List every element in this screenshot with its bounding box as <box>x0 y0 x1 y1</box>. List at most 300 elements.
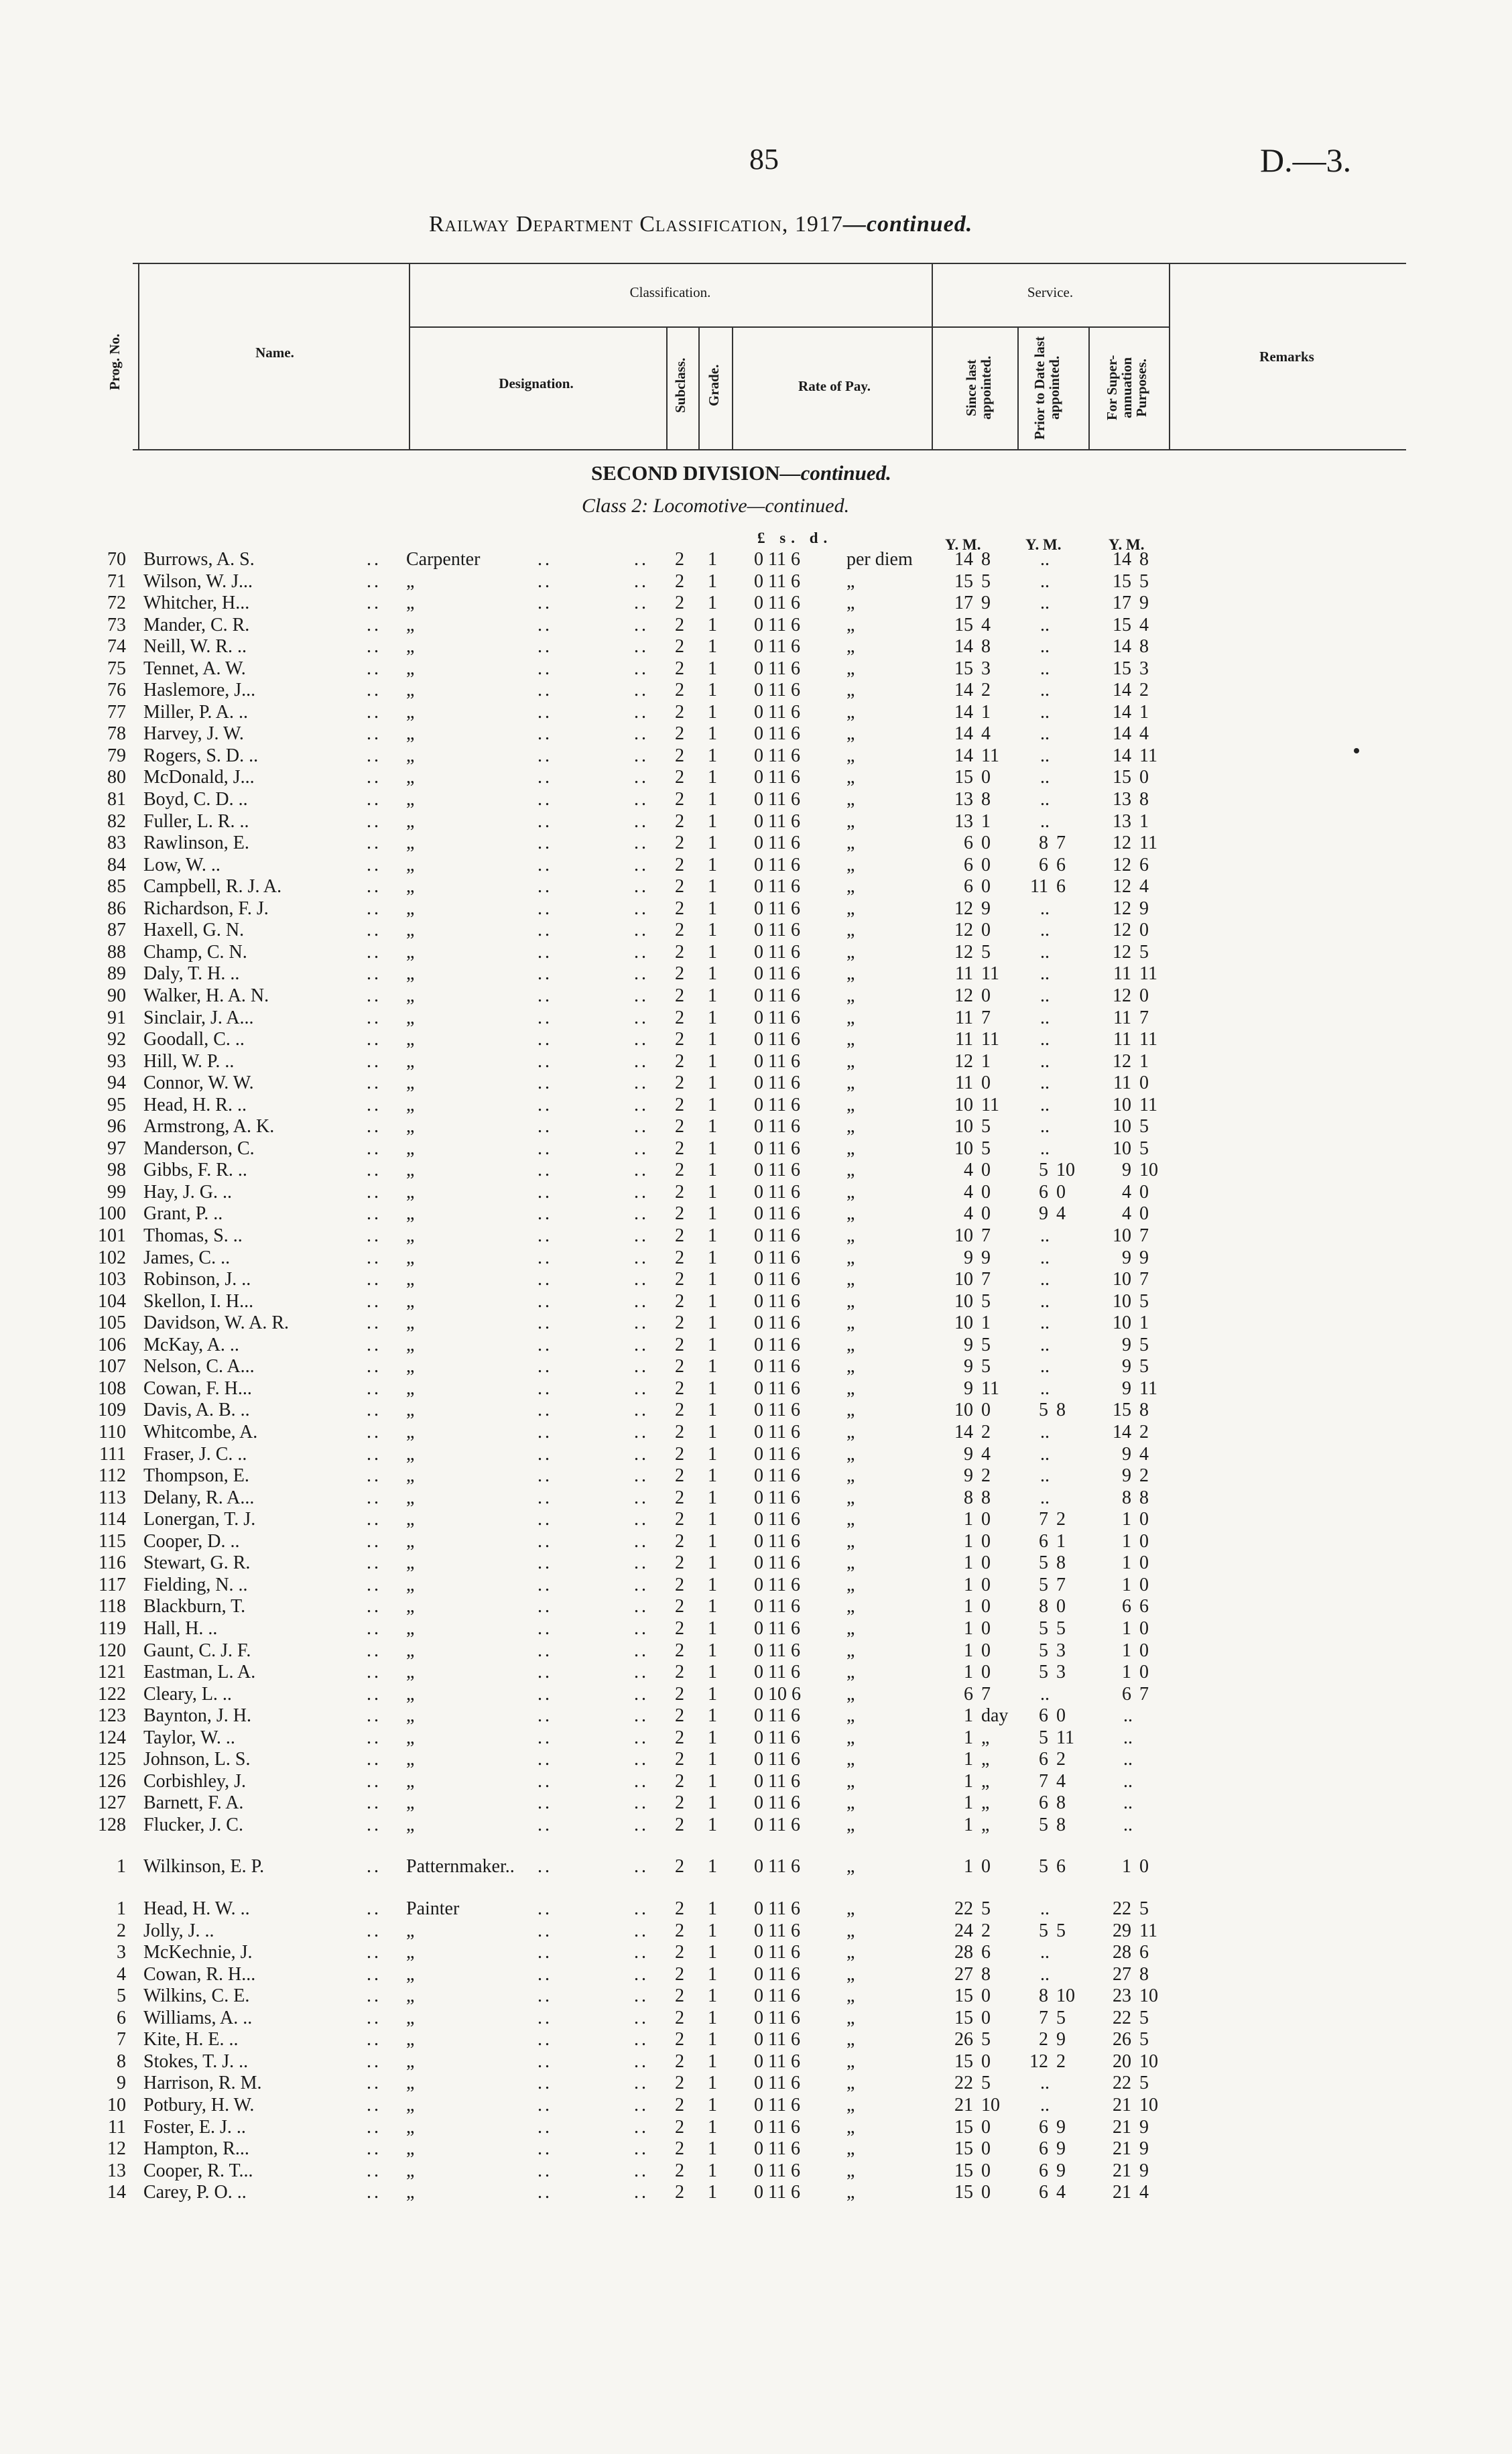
designation: Carpenter <box>406 549 481 570</box>
grade: 1 <box>708 1182 717 1203</box>
staff-name: Harvey, J. W. <box>143 723 244 744</box>
grade: 1 <box>708 1920 717 1941</box>
leader-dots: .. <box>538 1095 552 1115</box>
grade: 1 <box>708 1291 717 1312</box>
prog-no: 95 <box>107 1095 126 1115</box>
designation: „ <box>406 1509 415 1530</box>
leader-dots: .. <box>367 2095 381 2115</box>
leader-dots: .. <box>367 636 381 657</box>
leader-dots: .. <box>634 1269 649 1290</box>
pay-period: „ <box>846 1072 855 1093</box>
staff-name: Cleary, L. .. <box>143 1684 232 1705</box>
header-name: Name. <box>255 345 294 361</box>
rate-of-pay: 0 11 6 <box>754 1596 800 1617</box>
grade: 1 <box>708 1356 717 1377</box>
staff-name: Mander, C. R. <box>143 615 250 635</box>
subclass: 2 <box>675 1596 684 1617</box>
leader-dots: .. <box>538 1705 552 1726</box>
leader-dots: .. <box>634 1640 649 1661</box>
rate-of-pay: 0 11 6 <box>754 1051 800 1072</box>
pay-period: „ <box>846 1247 855 1268</box>
pay-period: „ <box>846 942 855 963</box>
staff-name: Sinclair, J. A... <box>143 1007 254 1028</box>
leader-dots: .. <box>634 571 649 592</box>
staff-name: Boyd, C. D. .. <box>143 789 248 810</box>
rate-of-pay: 0 11 6 <box>754 1007 800 1028</box>
rate-of-pay: 0 11 6 <box>754 1792 800 1813</box>
grade: 1 <box>708 1964 717 1985</box>
leader-dots: .. <box>538 985 552 1006</box>
leader-dots: .. <box>538 1400 552 1420</box>
grade: 1 <box>708 549 717 570</box>
leader-dots: .. <box>367 1247 381 1268</box>
prog-no: 80 <box>107 767 126 788</box>
subclass: 2 <box>675 1116 684 1137</box>
staff-name: Barnett, F. A. <box>143 1792 244 1813</box>
grade: 1 <box>708 1422 717 1443</box>
col-rule-1 <box>138 263 139 449</box>
prog-no: 101 <box>98 1225 126 1246</box>
subclass: 2 <box>675 1815 684 1835</box>
designation: „ <box>406 1138 415 1159</box>
rate-of-pay: 0 11 6 <box>754 767 800 788</box>
designation: „ <box>406 1815 415 1835</box>
grade: 1 <box>708 898 717 919</box>
pay-period: „ <box>846 898 855 919</box>
rate-of-pay: 0 11 6 <box>754 1964 800 1985</box>
subclass: 2 <box>675 745 684 766</box>
leader-dots: .. <box>367 1487 381 1508</box>
pay-period: „ <box>846 789 855 810</box>
leader-dots: .. <box>367 1007 381 1028</box>
pay-period: „ <box>846 1771 855 1792</box>
prog-no: 118 <box>99 1596 126 1617</box>
designation: „ <box>406 1291 415 1312</box>
grade: 1 <box>708 571 717 592</box>
staff-name: McDonald, J... <box>143 767 255 788</box>
leader-dots: .. <box>538 745 552 766</box>
rate-of-pay: 0 11 6 <box>754 833 800 853</box>
prog-no: 13 <box>107 2160 126 2181</box>
staff-name: Davis, A. B. .. <box>143 1400 250 1420</box>
subclass: 2 <box>675 1051 684 1072</box>
staff-name: Stokes, T. J. .. <box>143 2051 249 2072</box>
prog-no: 92 <box>107 1029 126 1050</box>
designation: „ <box>406 1662 415 1682</box>
leader-dots: .. <box>367 833 381 853</box>
leader-dots: .. <box>538 920 552 940</box>
leader-dots: .. <box>538 549 552 570</box>
leader-dots: .. <box>634 963 649 984</box>
prog-no: 108 <box>98 1378 126 1399</box>
leader-dots: .. <box>538 767 552 788</box>
prog-no: 100 <box>98 1203 126 1224</box>
prog-no: 74 <box>107 636 126 657</box>
pay-period: „ <box>846 1400 855 1420</box>
pay-period: „ <box>846 1182 855 1203</box>
rate-of-pay: 0 11 6 <box>754 1618 800 1639</box>
header-subclass: Subclass. <box>672 357 688 414</box>
leader-dots: .. <box>634 942 649 963</box>
section-continued: —continued. <box>779 461 891 485</box>
grade: 1 <box>708 985 717 1006</box>
subclass: 2 <box>675 1792 684 1813</box>
prog-no: 105 <box>98 1312 126 1333</box>
staff-name: Robinson, J. .. <box>143 1269 251 1290</box>
staff-name: Davidson, W. A. R. <box>143 1312 290 1333</box>
rate-of-pay: 0 11 6 <box>754 1771 800 1792</box>
leader-dots: .. <box>634 1160 649 1180</box>
leader-dots: .. <box>538 2029 552 2050</box>
leader-dots: .. <box>538 1898 552 1919</box>
staff-name: Hay, J. G. .. <box>143 1182 232 1203</box>
prog-no: 112 <box>99 1465 126 1486</box>
rate-of-pay: 0 11 6 <box>754 963 800 984</box>
subclass: 2 <box>675 1898 684 1919</box>
prog-no: 70 <box>107 549 126 570</box>
subclass: 2 <box>675 1509 684 1530</box>
pay-period: „ <box>846 1942 855 1963</box>
leader-dots: .. <box>634 1335 649 1355</box>
grade: 1 <box>708 1792 717 1813</box>
subclass: 2 <box>675 615 684 635</box>
rate-of-pay: 0 11 6 <box>754 2160 800 2181</box>
pay-period: „ <box>846 2051 855 2072</box>
subclass: 2 <box>675 1072 684 1093</box>
leader-dots: .. <box>538 1160 552 1180</box>
designation: „ <box>406 1051 415 1072</box>
pay-period: „ <box>846 1727 855 1748</box>
prog-no: 71 <box>107 571 126 592</box>
grade: 1 <box>708 615 717 635</box>
leader-dots: .. <box>538 898 552 919</box>
leader-dots: .. <box>367 1596 381 1617</box>
leader-dots: .. <box>634 1138 649 1159</box>
leader-dots: .. <box>634 2138 649 2159</box>
grade: 1 <box>708 1007 717 1028</box>
leader-dots: .. <box>538 2051 552 2072</box>
prog-no: 93 <box>107 1051 126 1072</box>
subclass: 2 <box>675 1269 684 1290</box>
subclass: 2 <box>675 571 684 592</box>
prog-no: 89 <box>107 963 126 984</box>
leader-dots: .. <box>367 1312 381 1333</box>
subclass: 2 <box>675 2160 684 2181</box>
pay-period: „ <box>846 1596 855 1617</box>
leader-dots: .. <box>367 1095 381 1115</box>
pay-period: „ <box>846 1920 855 1941</box>
staff-name: Taylor, W. .. <box>143 1727 235 1748</box>
pay-period: „ <box>846 811 855 832</box>
leader-dots: .. <box>538 1771 552 1792</box>
leader-dots: .. <box>538 1203 552 1224</box>
subclass: 2 <box>675 636 684 657</box>
rate-of-pay: 0 11 6 <box>754 1705 800 1726</box>
subclass: 2 <box>675 1291 684 1312</box>
designation: „ <box>406 1029 415 1050</box>
staff-name: Hill, W. P. .. <box>143 1051 235 1072</box>
pay-period: „ <box>846 1856 855 1877</box>
designation: „ <box>406 942 415 963</box>
leader-dots: .. <box>367 1400 381 1420</box>
staff-name: Neill, W. R. .. <box>143 636 247 657</box>
designation: „ <box>406 985 415 1006</box>
leader-dots: .. <box>634 1444 649 1465</box>
leader-dots: .. <box>367 920 381 940</box>
pay-period: „ <box>846 2095 855 2115</box>
prog-no: 77 <box>107 702 126 723</box>
leader-dots: .. <box>367 1356 381 1377</box>
pay-period: „ <box>846 963 855 984</box>
header-bottom-rule <box>133 449 1406 450</box>
staff-name: Nelson, C. A... <box>143 1356 255 1377</box>
leader-dots: .. <box>367 2160 381 2181</box>
rate-of-pay: 0 11 6 <box>754 1465 800 1486</box>
leader-dots: .. <box>367 985 381 1006</box>
staff-name: Stewart, G. R. <box>143 1552 251 1573</box>
grade: 1 <box>708 1487 717 1508</box>
grade: 1 <box>708 876 717 897</box>
prog-no: 125 <box>98 1749 126 1770</box>
leader-dots: .. <box>367 1985 381 2006</box>
leader-dots: .. <box>634 1203 649 1224</box>
prog-no: 106 <box>98 1335 126 1355</box>
header-prior-to-date: Prior to Date last appointed. <box>1031 336 1063 440</box>
designation: „ <box>406 789 415 810</box>
leader-dots: .. <box>367 1225 381 1246</box>
leader-dots: .. <box>367 767 381 788</box>
leader-dots: .. <box>634 1985 649 2006</box>
pay-period: „ <box>846 1356 855 1377</box>
leader-dots: .. <box>538 702 552 723</box>
pay-period: „ <box>846 1964 855 1985</box>
section-subtitle <box>582 495 849 517</box>
designation: „ <box>406 1225 415 1246</box>
grade: 1 <box>708 702 717 723</box>
leader-dots: .. <box>634 1356 649 1377</box>
designation: „ <box>406 615 415 635</box>
prog-no: 128 <box>98 1815 126 1835</box>
leader-dots: .. <box>367 549 381 570</box>
pay-period: „ <box>846 1269 855 1290</box>
rate-of-pay: 0 11 6 <box>754 1985 800 2006</box>
leader-dots: .. <box>367 1378 381 1399</box>
prog-no: 102 <box>98 1247 126 1268</box>
leader-dots: .. <box>367 745 381 766</box>
staff-name: Whitcher, H... <box>143 593 250 613</box>
pay-period: „ <box>846 680 855 700</box>
rate-of-pay: 0 11 6 <box>754 855 800 875</box>
staff-name: Thomas, S. .. <box>143 1225 243 1246</box>
prog-no: 1 <box>117 1856 126 1877</box>
prog-no: 113 <box>99 1487 126 1508</box>
leader-dots: .. <box>538 2073 552 2093</box>
leader-dots: .. <box>367 2182 381 2203</box>
leader-dots: .. <box>367 1684 381 1705</box>
grade: 1 <box>708 2073 717 2093</box>
pay-period: „ <box>846 985 855 1006</box>
leader-dots: .. <box>634 1029 649 1050</box>
leader-dots: .. <box>538 1247 552 1268</box>
subclass: 2 <box>675 2095 684 2115</box>
grade: 1 <box>708 1160 717 1180</box>
leader-dots: .. <box>367 2138 381 2159</box>
prog-no: 3 <box>117 1942 126 1963</box>
header-mid-rule <box>409 326 1170 328</box>
rate-of-pay: 0 11 6 <box>754 1400 800 1420</box>
pay-period: „ <box>846 1705 855 1726</box>
pay-period: „ <box>846 702 855 723</box>
leader-dots: .. <box>634 658 649 679</box>
leader-dots: .. <box>538 1749 552 1770</box>
designation: „ <box>406 702 415 723</box>
leader-dots: .. <box>538 1552 552 1573</box>
grade: 1 <box>708 1203 717 1224</box>
pay-period: „ <box>846 1335 855 1355</box>
grade: 1 <box>708 1898 717 1919</box>
designation: „ <box>406 1487 415 1508</box>
designation: „ <box>406 1335 415 1355</box>
designation: „ <box>406 1160 415 1180</box>
rate-of-pay: 0 11 6 <box>754 1856 800 1877</box>
leader-dots: .. <box>538 593 552 613</box>
staff-name: Cowan, F. H... <box>143 1378 252 1399</box>
designation: „ <box>406 1749 415 1770</box>
leader-dots: .. <box>634 1247 649 1268</box>
grade: 1 <box>708 745 717 766</box>
unit-for-super: Y. M. <box>1109 536 1145 553</box>
class-line: Class 2: Locomotive—continued. <box>582 495 850 517</box>
pay-period: „ <box>846 1291 855 1312</box>
subclass: 2 <box>675 2138 684 2159</box>
pay-period: „ <box>846 1531 855 1552</box>
leader-dots: .. <box>367 1640 381 1661</box>
rate-of-pay: 0 11 6 <box>754 2029 800 2050</box>
designation: „ <box>406 745 415 766</box>
designation: „ <box>406 1203 415 1224</box>
subclass: 2 <box>675 1640 684 1661</box>
rate-of-pay: 0 11 6 <box>754 898 800 919</box>
subclass: 2 <box>675 1771 684 1792</box>
prog-no: 123 <box>98 1705 126 1726</box>
leader-dots: .. <box>634 1422 649 1443</box>
pay-period: „ <box>846 2008 855 2028</box>
leader-dots: .. <box>367 2029 381 2050</box>
leader-dots: .. <box>367 1552 381 1573</box>
grade: 1 <box>708 1095 717 1115</box>
subclass: 2 <box>675 2008 684 2028</box>
grade: 1 <box>708 855 717 875</box>
leader-dots: .. <box>634 1727 649 1748</box>
pay-period: „ <box>846 833 855 853</box>
prog-no: 103 <box>98 1269 126 1290</box>
leader-dots: .. <box>538 1596 552 1617</box>
rate-of-pay: 0 11 6 <box>754 2073 800 2093</box>
pay-period: „ <box>846 1203 855 1224</box>
pay-period: „ <box>846 1509 855 1530</box>
subclass: 2 <box>675 702 684 723</box>
margin-mark <box>1354 748 1359 753</box>
leader-dots: .. <box>634 1095 649 1115</box>
subclass: 2 <box>675 789 684 810</box>
designation: „ <box>406 1640 415 1661</box>
leader-dots: .. <box>538 876 552 897</box>
leader-dots: .. <box>538 2008 552 2028</box>
grade: 1 <box>708 593 717 613</box>
subclass: 2 <box>675 2051 684 2072</box>
leader-dots: .. <box>538 1684 552 1705</box>
grade: 1 <box>708 1640 717 1661</box>
designation: „ <box>406 855 415 875</box>
rate-of-pay: 0 11 6 <box>754 1312 800 1333</box>
unit-since-last: Y. M. <box>945 536 981 553</box>
designation: „ <box>406 2051 415 2072</box>
pay-period: „ <box>846 1684 855 1705</box>
rate-of-pay: 0 11 6 <box>754 2138 800 2159</box>
staff-name: Daly, T. H. .. <box>143 963 240 984</box>
grade: 1 <box>708 1749 717 1770</box>
pay-period: per diem <box>846 549 913 570</box>
grade: 1 <box>708 1705 717 1726</box>
subclass: 2 <box>675 1465 684 1486</box>
grade: 1 <box>708 723 717 744</box>
subclass: 2 <box>675 1942 684 1963</box>
leader-dots: .. <box>367 723 381 744</box>
designation: „ <box>406 2029 415 2050</box>
leader-dots: .. <box>538 2138 552 2159</box>
header-grade: Grade. <box>706 364 722 407</box>
subclass: 2 <box>675 855 684 875</box>
leader-dots: .. <box>634 2008 649 2028</box>
col-rule-9 <box>1169 263 1170 449</box>
leader-dots: .. <box>367 1051 381 1072</box>
page-title <box>429 212 972 237</box>
grade: 1 <box>708 2051 717 2072</box>
rate-of-pay: 0 11 6 <box>754 1920 800 1941</box>
rate-of-pay: 0 11 6 <box>754 1815 800 1835</box>
leader-dots: .. <box>634 1684 649 1705</box>
leader-dots: .. <box>538 1182 552 1203</box>
leader-dots: .. <box>367 1662 381 1682</box>
leader-dots: .. <box>367 1029 381 1050</box>
page-number: 85 <box>749 143 779 176</box>
leader-dots: .. <box>367 1072 381 1093</box>
grade: 1 <box>708 2008 717 2028</box>
leader-dots: .. <box>634 1116 649 1137</box>
staff-name: Richardson, F. J. <box>143 898 269 919</box>
prog-no: 83 <box>107 833 126 853</box>
grade: 1 <box>708 767 717 788</box>
prog-no: 104 <box>98 1291 126 1312</box>
grade: 1 <box>708 1444 717 1465</box>
grade: 1 <box>708 1618 717 1639</box>
staff-name: Thompson, E. <box>143 1465 249 1486</box>
prog-no: 2 <box>117 1920 126 1941</box>
leader-dots: .. <box>634 1531 649 1552</box>
subclass: 2 <box>675 811 684 832</box>
grade: 1 <box>708 1531 717 1552</box>
pay-period: „ <box>846 1749 855 1770</box>
subclass: 2 <box>675 1095 684 1115</box>
prog-no: 10 <box>107 2095 126 2115</box>
leader-dots: .. <box>538 680 552 700</box>
pay-period: „ <box>846 876 855 897</box>
staff-name: Haxell, G. N. <box>143 920 245 940</box>
grade: 1 <box>708 1029 717 1050</box>
leader-dots: .. <box>367 1964 381 1985</box>
grade: 1 <box>708 920 717 940</box>
designation: „ <box>406 898 415 919</box>
